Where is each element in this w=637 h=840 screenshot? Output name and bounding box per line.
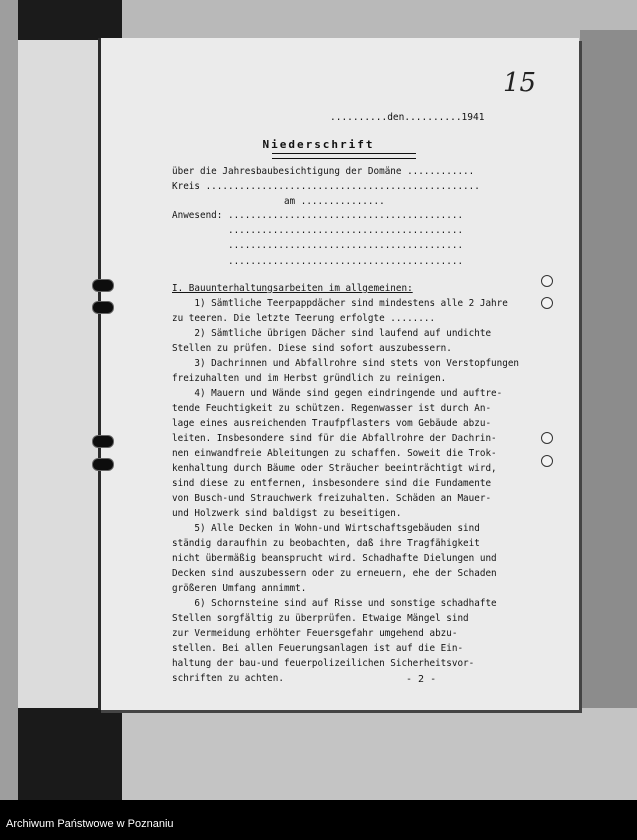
punch-hole bbox=[92, 279, 114, 292]
body-line: ständig daraufhin zu beobachten, daß ihre Tragfähigkeit bbox=[172, 538, 480, 549]
body-line: Stellen zu prüfen. Diese sind sofort auszubessern. bbox=[172, 343, 452, 354]
body-line: 4) Mauern und Wände sind gegen eindringende und auftre- bbox=[172, 388, 503, 399]
body-line: zur Vermeidung erhöhter Feuersgefahr umgehend abzu- bbox=[172, 628, 458, 639]
punch-hole bbox=[92, 435, 114, 448]
punch-hole bbox=[92, 301, 114, 314]
body-line: schriften zu achten. bbox=[172, 673, 284, 684]
body-line: nen einwandfreie Ableitungen zu schaffen. Soweit die Trok- bbox=[172, 448, 497, 459]
binder-ring bbox=[541, 455, 553, 467]
header-line: Kreis ................................................. bbox=[172, 181, 480, 192]
body-line: stellen. Bei allen Feuerungsanlagen ist auf die Ein- bbox=[172, 643, 464, 654]
bottom-background bbox=[122, 708, 637, 800]
body-line: tende Feuchtigkeit zu schützen. Regenwasser ist durch An- bbox=[172, 403, 492, 414]
binder-ring bbox=[541, 432, 553, 444]
header-line: Anwesend: .......................................... bbox=[172, 210, 464, 221]
section-heading: I. Bauunterhaltungsarbeiten im allgemeinen: bbox=[172, 283, 413, 294]
left-scan-edge bbox=[0, 0, 18, 800]
dark-corner bbox=[18, 0, 122, 40]
body-line: kenhaltung durch Bäume oder Sträucher beeinträchtigt wird, bbox=[172, 463, 497, 474]
body-line: zu teeren. Die letzte Teerung erfolgte ........ bbox=[172, 313, 436, 324]
document-title: Niederschrift bbox=[262, 138, 375, 151]
body-line: 6) Schornsteine sind auf Risse und sonstige schadhafte bbox=[172, 598, 497, 609]
header-line: .......................................... bbox=[172, 225, 464, 236]
body-line: 3) Dachrinnen und Abfallrohre sind stets von Verstopfungen bbox=[172, 358, 520, 369]
body-line: leiten. Insbesondere sind für die Abfallrohre der Dachrin- bbox=[172, 433, 497, 444]
handwritten-page-number: 15 bbox=[503, 68, 537, 98]
binder-ring bbox=[541, 275, 553, 287]
body-line: haltung der bau-und feuerpolizeilichen Sicherheitsvor- bbox=[172, 658, 475, 669]
header-line: .......................................... bbox=[172, 240, 464, 251]
body-line: sind diese zu entfernen, insbesondere sind die Fundamente bbox=[172, 478, 492, 489]
body-line: und Holzwerk sind baldigst zu beseitigen. bbox=[172, 508, 402, 519]
header-line: über die Jahresbaubesichtigung der Domäne ............ bbox=[172, 166, 475, 177]
body-line: 1) Sämtliche Teerpappdächer sind mindestens alle 2 Jahre bbox=[172, 298, 508, 309]
body-line: freizuhalten und im Herbst gründlich zu reinigen. bbox=[172, 373, 447, 384]
body-line: größeren Umfang annimmt. bbox=[172, 583, 307, 594]
body-line: 2) Sämtliche übrigen Dächer sind laufend auf undichte bbox=[172, 328, 492, 339]
footer-page-indicator: - 2 - bbox=[406, 674, 437, 685]
body-line: Stellen sorgfältig zu überprüfen. Etwaige Mängel sind bbox=[172, 613, 469, 624]
header-line: .......................................... bbox=[172, 256, 464, 267]
punch-hole bbox=[92, 458, 114, 471]
archive-label: Archiwum Państwowe w Poznaniu bbox=[6, 818, 174, 830]
body-line: von Busch-und Strauchwerk freizuhalten. Schäden an Mauer- bbox=[172, 493, 492, 504]
body-line: lage eines ausreichenden Traufpflasters vom Gebäude abzu- bbox=[172, 418, 492, 429]
title-underline bbox=[272, 153, 416, 159]
binder-ring bbox=[541, 297, 553, 309]
body-line: nicht übermäßig beansprucht wird. Schadhafte Dielungen und bbox=[172, 553, 497, 564]
body-line: 5) Alle Decken in Wohn-und Wirtschaftsgebäuden sind bbox=[172, 523, 480, 534]
date-line: ..........den..........1941 bbox=[330, 112, 485, 123]
header-line: am ............... bbox=[172, 196, 385, 207]
body-line: Decken sind auszubessern oder zu erneuern, ehe der Schaden bbox=[172, 568, 497, 579]
